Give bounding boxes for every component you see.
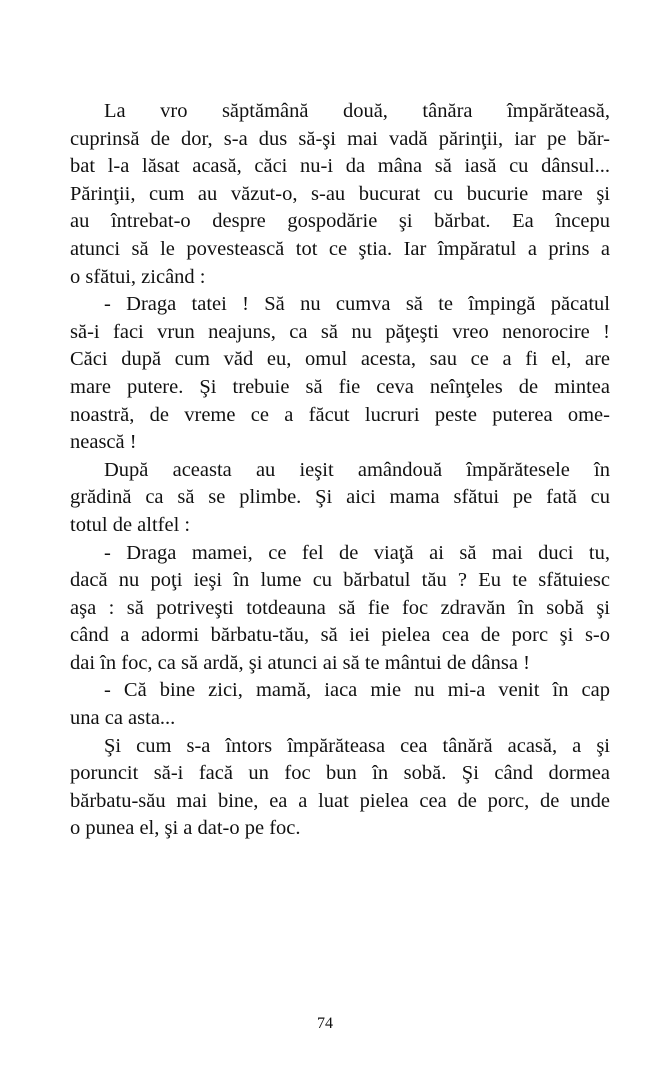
text-line: La vro săptămână două, tânăra împărăteasă, — [104, 100, 610, 122]
text-line: aşa : să potriveşti totdeauna să fie foc zdravăn în sobă şi — [70, 596, 610, 619]
text-line: grădină ca să se plimbe. Şi aici mama sfătui pe fată cu — [70, 486, 610, 509]
text-line: dai în foc, ca să ardă, şi atunci ai să te mântui de dânsa ! — [70, 651, 530, 674]
text-line: când a adormi bărbatu-tău, să iei pielea cea de porc şi s-o — [70, 624, 610, 647]
text-line: noastră, de vreme ce a făcut lucruri peste puterea ome- — [70, 403, 610, 426]
text-line: o punea el, şi a dat-o pe foc. — [70, 817, 301, 840]
page-number: 74 — [317, 1015, 333, 1032]
text-line: au întrebat-o despre gospodărie şi bărbat. Ea începu — [70, 210, 610, 233]
text-line: dacă nu poţi ieşi în lume cu bărbatul tău ? Eu te sfătuiesc — [70, 569, 610, 592]
text-line: o sfătui, zicând : — [70, 265, 206, 288]
text-line: După aceasta au ieşit amândouă împărătesele în — [104, 458, 610, 481]
text-line: bat l-a lăsat acasă, căci nu-i da mâna să iasă cu dânsul... — [70, 155, 610, 178]
text-line: să-i faci vrun neajuns, ca să nu păţeşti vreo nenorocire ! — [70, 320, 610, 343]
text-line: - Draga tatei ! Să nu cumva să te împingă păcatul — [104, 293, 610, 316]
text-line: - Că bine zici, mamă, iaca mie nu mi-a venit în cap — [104, 679, 610, 702]
text-line: Părinţii, cum au văzut-o, s-au bucurat cu bucurie mare şi — [70, 182, 610, 205]
text-line: Căci după cum văd eu, omul acesta, sau ce a fi el, are — [70, 348, 610, 371]
book-page-text — [70, 98, 610, 843]
text-line: poruncit să-i facă un foc bun în sobă. Şi când dormea — [70, 762, 610, 785]
text-line: nească ! — [70, 431, 137, 454]
text-line: - Draga mamei, ce fel de viaţă ai să mai duci tu, — [104, 541, 610, 564]
text-line: una ca asta... — [70, 707, 176, 730]
text-line: cuprinsă de dor, s-a dus să-şi mai vadă părinţii, iar pe băr- — [70, 127, 610, 150]
text-line: atunci să le povestească tot ce ştia. Iar împăratul a prins a — [70, 237, 610, 260]
text-line: Şi cum s-a întors împărăteasa cea tânără acasă, a şi — [104, 734, 610, 757]
text-line: mare putere. Şi trebuie să fie ceva neînţeles de mintea — [70, 375, 610, 398]
text-line: bărbatu-său mai bine, ea a luat pielea cea de porc, de unde — [70, 789, 610, 812]
text-line: totul de altfel : — [70, 513, 191, 536]
